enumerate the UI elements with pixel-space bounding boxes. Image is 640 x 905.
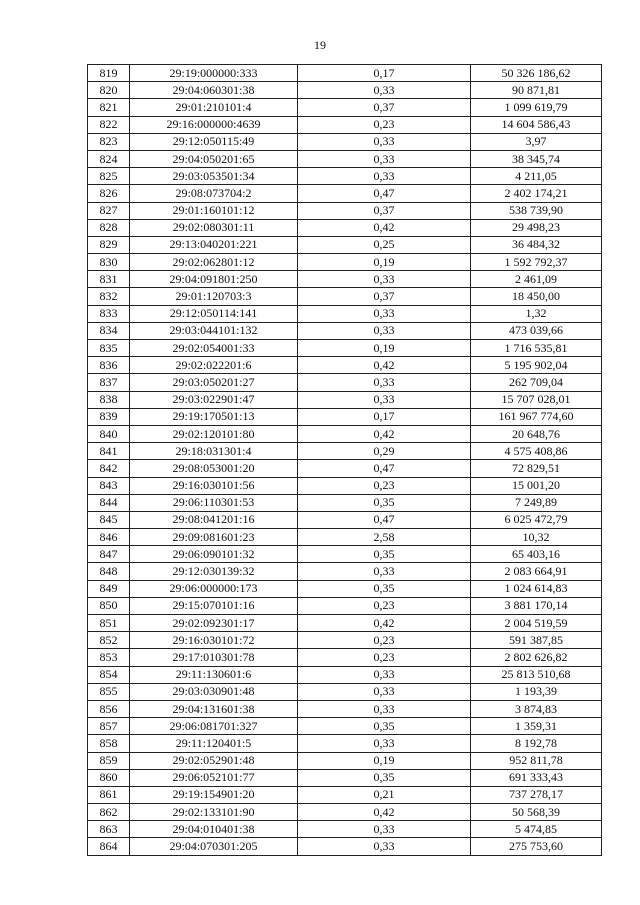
amount-cell: 8 192,78: [471, 735, 602, 752]
table-row: [88, 700, 602, 717]
rate-cell: 0,33: [298, 133, 471, 150]
amount-cell: 72 829,51: [471, 460, 602, 477]
amount-cell: 20 648,76: [471, 425, 602, 442]
amount-cell: 1 024 614,83: [471, 580, 602, 597]
rate-cell: 0,17: [298, 408, 471, 425]
cadastral-number-cell: 29:06:052101:77: [130, 769, 298, 786]
rate-cell: 0,47: [298, 460, 471, 477]
table-body: [88, 65, 602, 856]
rate-cell: 0,47: [298, 185, 471, 202]
amount-cell: 6 025 472,79: [471, 511, 602, 528]
table-row: [88, 752, 602, 769]
amount-cell: 2 402 174,21: [471, 185, 602, 202]
cadastral-number-cell: 29:01:210101:4: [130, 99, 298, 116]
row-number-cell: 837: [88, 374, 130, 391]
table-row: [88, 236, 602, 253]
rate-cell: 0,37: [298, 99, 471, 116]
rate-cell: 0,33: [298, 838, 471, 855]
amount-cell: 952 811,78: [471, 752, 602, 769]
rate-cell: 0,35: [298, 769, 471, 786]
table-row: [88, 804, 602, 821]
row-number-cell: 823: [88, 133, 130, 150]
rate-cell: 0,35: [298, 546, 471, 563]
cadastral-number-cell: 29:08:053001:20: [130, 460, 298, 477]
cadastral-number-cell: 29:01:120703:3: [130, 288, 298, 305]
row-number-cell: 845: [88, 511, 130, 528]
table-row: [88, 460, 602, 477]
table-row: [88, 82, 602, 99]
amount-cell: 473 039,66: [471, 322, 602, 339]
amount-cell: 2 004 519,59: [471, 615, 602, 632]
table-row: [88, 271, 602, 288]
rate-cell: 0,37: [298, 202, 471, 219]
amount-cell: 18 450,00: [471, 288, 602, 305]
row-number-cell: 851: [88, 615, 130, 632]
table-row: [88, 202, 602, 219]
row-number-cell: 832: [88, 288, 130, 305]
table-row: [88, 374, 602, 391]
cadastral-number-cell: 29:02:022201:6: [130, 357, 298, 374]
cadastral-number-cell: 29:01:160101:12: [130, 202, 298, 219]
cadastral-number-cell: 29:04:091801:250: [130, 271, 298, 288]
amount-cell: 29 498,23: [471, 219, 602, 236]
amount-cell: 65 403,16: [471, 546, 602, 563]
rate-cell: 2,58: [298, 529, 471, 546]
row-number-cell: 826: [88, 185, 130, 202]
row-number-cell: 819: [88, 65, 130, 82]
row-number-cell: 821: [88, 99, 130, 116]
amount-cell: 3,97: [471, 133, 602, 150]
rate-cell: 0,42: [298, 219, 471, 236]
table-row: [88, 116, 602, 133]
row-number-cell: 855: [88, 683, 130, 700]
rate-cell: 0,47: [298, 511, 471, 528]
amount-cell: 538 739,90: [471, 202, 602, 219]
rate-cell: 0,33: [298, 735, 471, 752]
amount-cell: 5 474,85: [471, 821, 602, 838]
table-row: [88, 99, 602, 116]
table-row: [88, 718, 602, 735]
cadastral-number-cell: 29:13:040201:221: [130, 236, 298, 253]
cadastral-number-cell: 29:08:041201:16: [130, 511, 298, 528]
amount-cell: 1 099 619,79: [471, 99, 602, 116]
table-row: [88, 821, 602, 838]
cadastral-number-cell: 29:03:050201:27: [130, 374, 298, 391]
row-number-cell: 828: [88, 219, 130, 236]
row-number-cell: 840: [88, 425, 130, 442]
rate-cell: 0,33: [298, 82, 471, 99]
rate-cell: 0,33: [298, 700, 471, 717]
table-row: [88, 769, 602, 786]
row-number-cell: 864: [88, 838, 130, 855]
row-number-cell: 834: [88, 322, 130, 339]
amount-cell: 262 709,04: [471, 374, 602, 391]
amount-cell: 1,32: [471, 305, 602, 322]
row-number-cell: 861: [88, 786, 130, 803]
cadastral-number-cell: 29:03:022901:47: [130, 391, 298, 408]
table-row: [88, 408, 602, 425]
table-row: [88, 150, 602, 167]
cadastral-number-cell: 29:12:030139:32: [130, 563, 298, 580]
row-number-cell: 838: [88, 391, 130, 408]
row-number-cell: 852: [88, 632, 130, 649]
cadastral-number-cell: 29:02:092301:17: [130, 615, 298, 632]
rate-cell: 0,35: [298, 494, 471, 511]
rate-cell: 0,23: [298, 649, 471, 666]
row-number-cell: 847: [88, 546, 130, 563]
cadastral-number-cell: 29:02:054001:33: [130, 340, 298, 357]
cadastral-number-cell: 29:19:154901:20: [130, 786, 298, 803]
data-table: [87, 64, 602, 856]
cadastral-number-cell: 29:04:010401:38: [130, 821, 298, 838]
rate-cell: 0,25: [298, 236, 471, 253]
table-row: [88, 254, 602, 271]
rate-cell: 0,23: [298, 597, 471, 614]
rate-cell: 0,19: [298, 254, 471, 271]
amount-cell: 25 813 510,68: [471, 666, 602, 683]
row-number-cell: 820: [88, 82, 130, 99]
rate-cell: 0,33: [298, 563, 471, 580]
row-number-cell: 842: [88, 460, 130, 477]
table-row: [88, 563, 602, 580]
rate-cell: 0,19: [298, 752, 471, 769]
row-number-cell: 848: [88, 563, 130, 580]
amount-cell: 90 871,81: [471, 82, 602, 99]
cadastral-number-cell: 29:04:070301:205: [130, 838, 298, 855]
table-row: [88, 666, 602, 683]
row-number-cell: 836: [88, 357, 130, 374]
table-row: [88, 425, 602, 442]
cadastral-number-cell: 29:02:133101:90: [130, 804, 298, 821]
table-row: [88, 615, 602, 632]
rate-cell: 0,33: [298, 666, 471, 683]
cadastral-number-cell: 29:06:081701:327: [130, 718, 298, 735]
amount-cell: 4 575 408,86: [471, 443, 602, 460]
table-row: [88, 168, 602, 185]
row-number-cell: 827: [88, 202, 130, 219]
cadastral-number-cell: 29:04:050201:65: [130, 150, 298, 167]
table-row: [88, 580, 602, 597]
cadastral-number-cell: 29:16:030101:56: [130, 477, 298, 494]
amount-cell: 15 707 028,01: [471, 391, 602, 408]
cadastral-number-cell: 29:03:044101:132: [130, 322, 298, 339]
amount-cell: 36 484,32: [471, 236, 602, 253]
amount-cell: 737 278,17: [471, 786, 602, 803]
page-number: 19: [314, 38, 326, 52]
cadastral-number-cell: 29:02:120101:80: [130, 425, 298, 442]
rate-cell: 0,21: [298, 786, 471, 803]
cadastral-number-cell: 29:16:030101:72: [130, 632, 298, 649]
rate-cell: 0,35: [298, 718, 471, 735]
cadastral-number-cell: 29:02:080301:11: [130, 219, 298, 236]
cadastral-number-cell: 29:06:000000:173: [130, 580, 298, 597]
amount-cell: 275 753,60: [471, 838, 602, 855]
table-row: [88, 735, 602, 752]
table-row: [88, 597, 602, 614]
cadastral-number-cell: 29:06:090101:32: [130, 546, 298, 563]
cadastral-number-cell: 29:17:010301:78: [130, 649, 298, 666]
rate-cell: 0,42: [298, 425, 471, 442]
cadastral-number-cell: 29:19:000000:333: [130, 65, 298, 82]
amount-cell: 161 967 774,60: [471, 408, 602, 425]
amount-cell: 3 881 170,14: [471, 597, 602, 614]
table-row: [88, 340, 602, 357]
row-number-cell: 846: [88, 529, 130, 546]
row-number-cell: 833: [88, 305, 130, 322]
cadastral-number-cell: 29:06:110301:53: [130, 494, 298, 511]
cadastral-number-cell: 29:15:070101:16: [130, 597, 298, 614]
amount-cell: 1 592 792,37: [471, 254, 602, 271]
table-row: [88, 391, 602, 408]
amount-cell: 1 716 535,81: [471, 340, 602, 357]
cadastral-number-cell: 29:11:120401:5: [130, 735, 298, 752]
cadastral-number-cell: 29:09:081601:23: [130, 529, 298, 546]
rate-cell: 0,33: [298, 168, 471, 185]
amount-cell: 591 387,85: [471, 632, 602, 649]
table-row: [88, 632, 602, 649]
rate-cell: 0,37: [298, 288, 471, 305]
row-number-cell: 863: [88, 821, 130, 838]
amount-cell: 50 326 186,62: [471, 65, 602, 82]
rate-cell: 0,33: [298, 271, 471, 288]
row-number-cell: 822: [88, 116, 130, 133]
rate-cell: 0,29: [298, 443, 471, 460]
table-row: [88, 477, 602, 494]
amount-cell: 7 249,89: [471, 494, 602, 511]
table-row: [88, 65, 602, 82]
rate-cell: 0,42: [298, 615, 471, 632]
rate-cell: 0,17: [298, 65, 471, 82]
rate-cell: 0,23: [298, 477, 471, 494]
row-number-cell: 825: [88, 168, 130, 185]
row-number-cell: 839: [88, 408, 130, 425]
cadastral-number-cell: 29:04:131601:38: [130, 700, 298, 717]
table-row: [88, 185, 602, 202]
rate-cell: 0,42: [298, 357, 471, 374]
table-row: [88, 786, 602, 803]
row-number-cell: 830: [88, 254, 130, 271]
cadastral-number-cell: 29:08:073704:2: [130, 185, 298, 202]
table-row: [88, 219, 602, 236]
row-number-cell: 829: [88, 236, 130, 253]
row-number-cell: 824: [88, 150, 130, 167]
row-number-cell: 831: [88, 271, 130, 288]
amount-cell: 14 604 586,43: [471, 116, 602, 133]
cadastral-number-cell: 29:16:000000:4639: [130, 116, 298, 133]
rate-cell: 0,33: [298, 374, 471, 391]
cadastral-number-cell: 29:03:053501:34: [130, 168, 298, 185]
cadastral-number-cell: 29:12:050114:141: [130, 305, 298, 322]
amount-cell: 2 083 664,91: [471, 563, 602, 580]
rate-cell: 0,19: [298, 340, 471, 357]
amount-cell: 4 211,05: [471, 168, 602, 185]
rate-cell: 0,23: [298, 632, 471, 649]
cadastral-number-cell: 29:18:031301:4: [130, 443, 298, 460]
row-number-cell: 859: [88, 752, 130, 769]
rate-cell: 0,33: [298, 150, 471, 167]
cadastral-number-cell: 29:11:130601:6: [130, 666, 298, 683]
table-row: [88, 546, 602, 563]
amount-cell: 691 333,43: [471, 769, 602, 786]
row-number-cell: 849: [88, 580, 130, 597]
row-number-cell: 862: [88, 804, 130, 821]
rate-cell: 0,33: [298, 305, 471, 322]
row-number-cell: 860: [88, 769, 130, 786]
rate-cell: 0,33: [298, 683, 471, 700]
amount-cell: 38 345,74: [471, 150, 602, 167]
amount-cell: 1 193,39: [471, 683, 602, 700]
row-number-cell: 844: [88, 494, 130, 511]
rate-cell: 0,33: [298, 391, 471, 408]
row-number-cell: 856: [88, 700, 130, 717]
table-row: [88, 322, 602, 339]
rate-cell: 0,42: [298, 804, 471, 821]
row-number-cell: 858: [88, 735, 130, 752]
table-row: [88, 133, 602, 150]
row-number-cell: 850: [88, 597, 130, 614]
amount-cell: 2 802 626,82: [471, 649, 602, 666]
row-number-cell: 843: [88, 477, 130, 494]
rate-cell: 0,33: [298, 821, 471, 838]
table-row: [88, 288, 602, 305]
table-row: [88, 838, 602, 855]
amount-cell: 50 568,39: [471, 804, 602, 821]
amount-cell: 3 874,83: [471, 700, 602, 717]
row-number-cell: 854: [88, 666, 130, 683]
amount-cell: 10,32: [471, 529, 602, 546]
table-row: [88, 529, 602, 546]
row-number-cell: 857: [88, 718, 130, 735]
row-number-cell: 835: [88, 340, 130, 357]
cadastral-number-cell: 29:03:030901:48: [130, 683, 298, 700]
table-row: [88, 305, 602, 322]
cadastral-number-cell: 29:02:052901:48: [130, 752, 298, 769]
rate-cell: 0,33: [298, 322, 471, 339]
cadastral-number-cell: 29:12:050115:49: [130, 133, 298, 150]
rate-cell: 0,35: [298, 580, 471, 597]
cadastral-number-cell: 29:04:060301:38: [130, 82, 298, 99]
row-number-cell: 853: [88, 649, 130, 666]
amount-cell: 15 001,20: [471, 477, 602, 494]
table-row: [88, 511, 602, 528]
table-row: [88, 683, 602, 700]
amount-cell: 5 195 902,04: [471, 357, 602, 374]
amount-cell: 1 359,31: [471, 718, 602, 735]
table-row: [88, 443, 602, 460]
cadastral-number-cell: 29:02:062801:12: [130, 254, 298, 271]
row-number-cell: 841: [88, 443, 130, 460]
table-row: [88, 649, 602, 666]
table-row: [88, 494, 602, 511]
amount-cell: 2 461,09: [471, 271, 602, 288]
table-row: [88, 357, 602, 374]
rate-cell: 0,23: [298, 116, 471, 133]
cadastral-number-cell: 29:19:170501:13: [130, 408, 298, 425]
